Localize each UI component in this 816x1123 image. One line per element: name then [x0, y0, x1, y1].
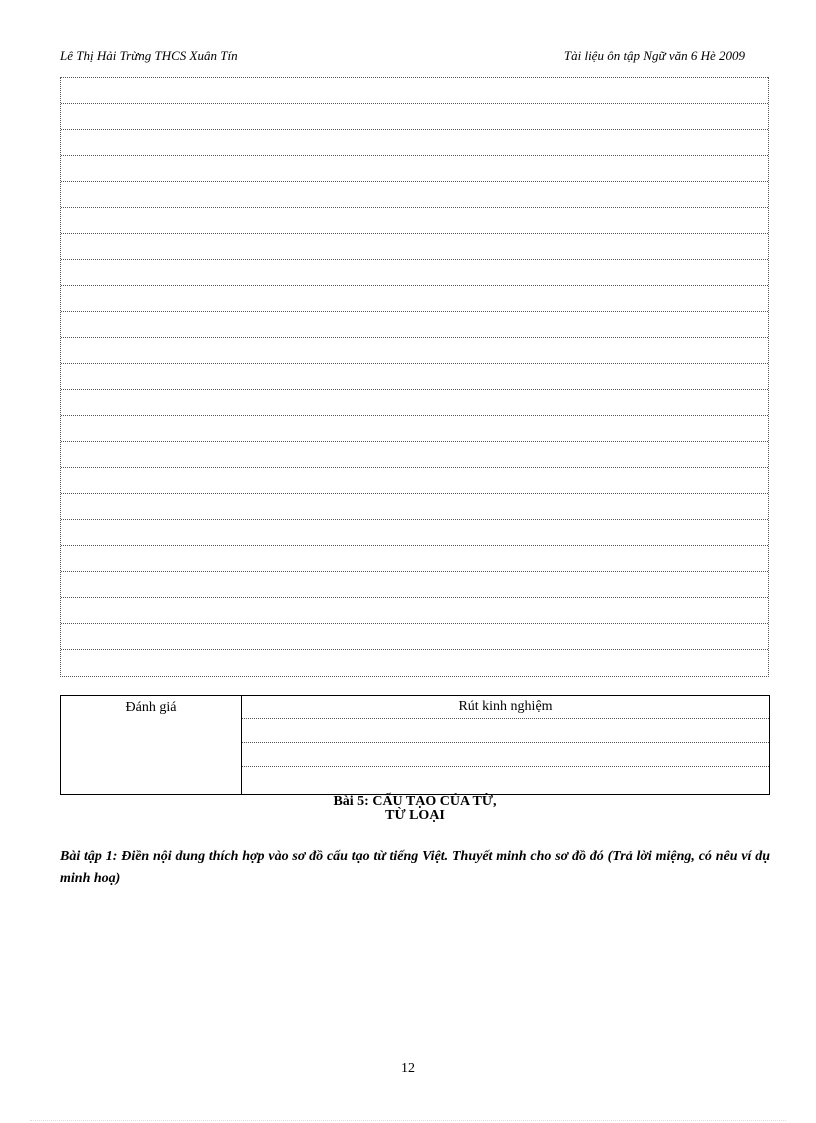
ruled-line — [242, 766, 769, 790]
ruled-line — [61, 155, 768, 156]
ruled-line — [61, 311, 768, 312]
exercise-note: (Trả lời miệng, có nêu ví dụ minh hoạ) — [60, 849, 771, 886]
ruled-line — [61, 363, 768, 364]
header-doc-title: Tài liệu ôn tập Ngữ văn 6 Hè 2009 — [563, 48, 745, 63]
ruled-line — [61, 207, 768, 208]
ruled-line — [61, 571, 768, 572]
ruled-line — [61, 285, 768, 286]
page-header — [60, 48, 745, 66]
evaluation-table — [60, 695, 770, 795]
ruled-line — [242, 742, 769, 766]
experience-cell — [242, 696, 770, 795]
ruled-line — [61, 519, 768, 520]
ruled-line — [61, 623, 768, 624]
ruled-line — [61, 441, 768, 442]
ruled-line — [61, 649, 768, 650]
footer-divider — [30, 1120, 786, 1121]
evaluation-label: Đánh giá — [125, 700, 177, 715]
exercise-text: Điền nội dung thích hợp vào sơ đồ cấu tạo từ tiếng Việt. Thuyết minh cho sơ đồ đó — [117, 849, 608, 864]
ruled-line — [61, 493, 768, 494]
ruled-line — [61, 597, 768, 598]
ruled-line — [61, 233, 768, 234]
ruled-line — [61, 545, 768, 546]
ruled-line — [61, 77, 768, 78]
exercise-paragraph — [60, 846, 770, 890]
lesson-title-line1 — [60, 795, 770, 809]
ruled-line — [61, 181, 768, 182]
lesson-title-text: : CẤU TẠO CỦA TỪ, — [364, 794, 497, 809]
lined-writing-area — [60, 77, 769, 677]
ruled-line — [242, 718, 769, 742]
ruled-line — [61, 337, 768, 338]
header-author: Lê Thị Hải Trừng THCS Xuân Tín — [60, 48, 238, 63]
ruled-line — [61, 103, 768, 104]
lesson-title — [60, 795, 770, 823]
exercise-label: Bài tập 1: — [60, 849, 118, 864]
lesson-prefix: Bài 5 — [333, 794, 365, 809]
page-number: 12 — [401, 1061, 415, 1076]
ruled-line — [61, 129, 768, 130]
experience-label: Rút kinh nghiệm — [458, 699, 553, 714]
ruled-line — [61, 389, 768, 390]
evaluation-cell — [61, 696, 242, 795]
ruled-line — [61, 259, 768, 260]
ruled-line — [61, 467, 768, 468]
lesson-title-line2: TỪ LOẠI — [385, 808, 445, 823]
ruled-line — [61, 415, 768, 416]
